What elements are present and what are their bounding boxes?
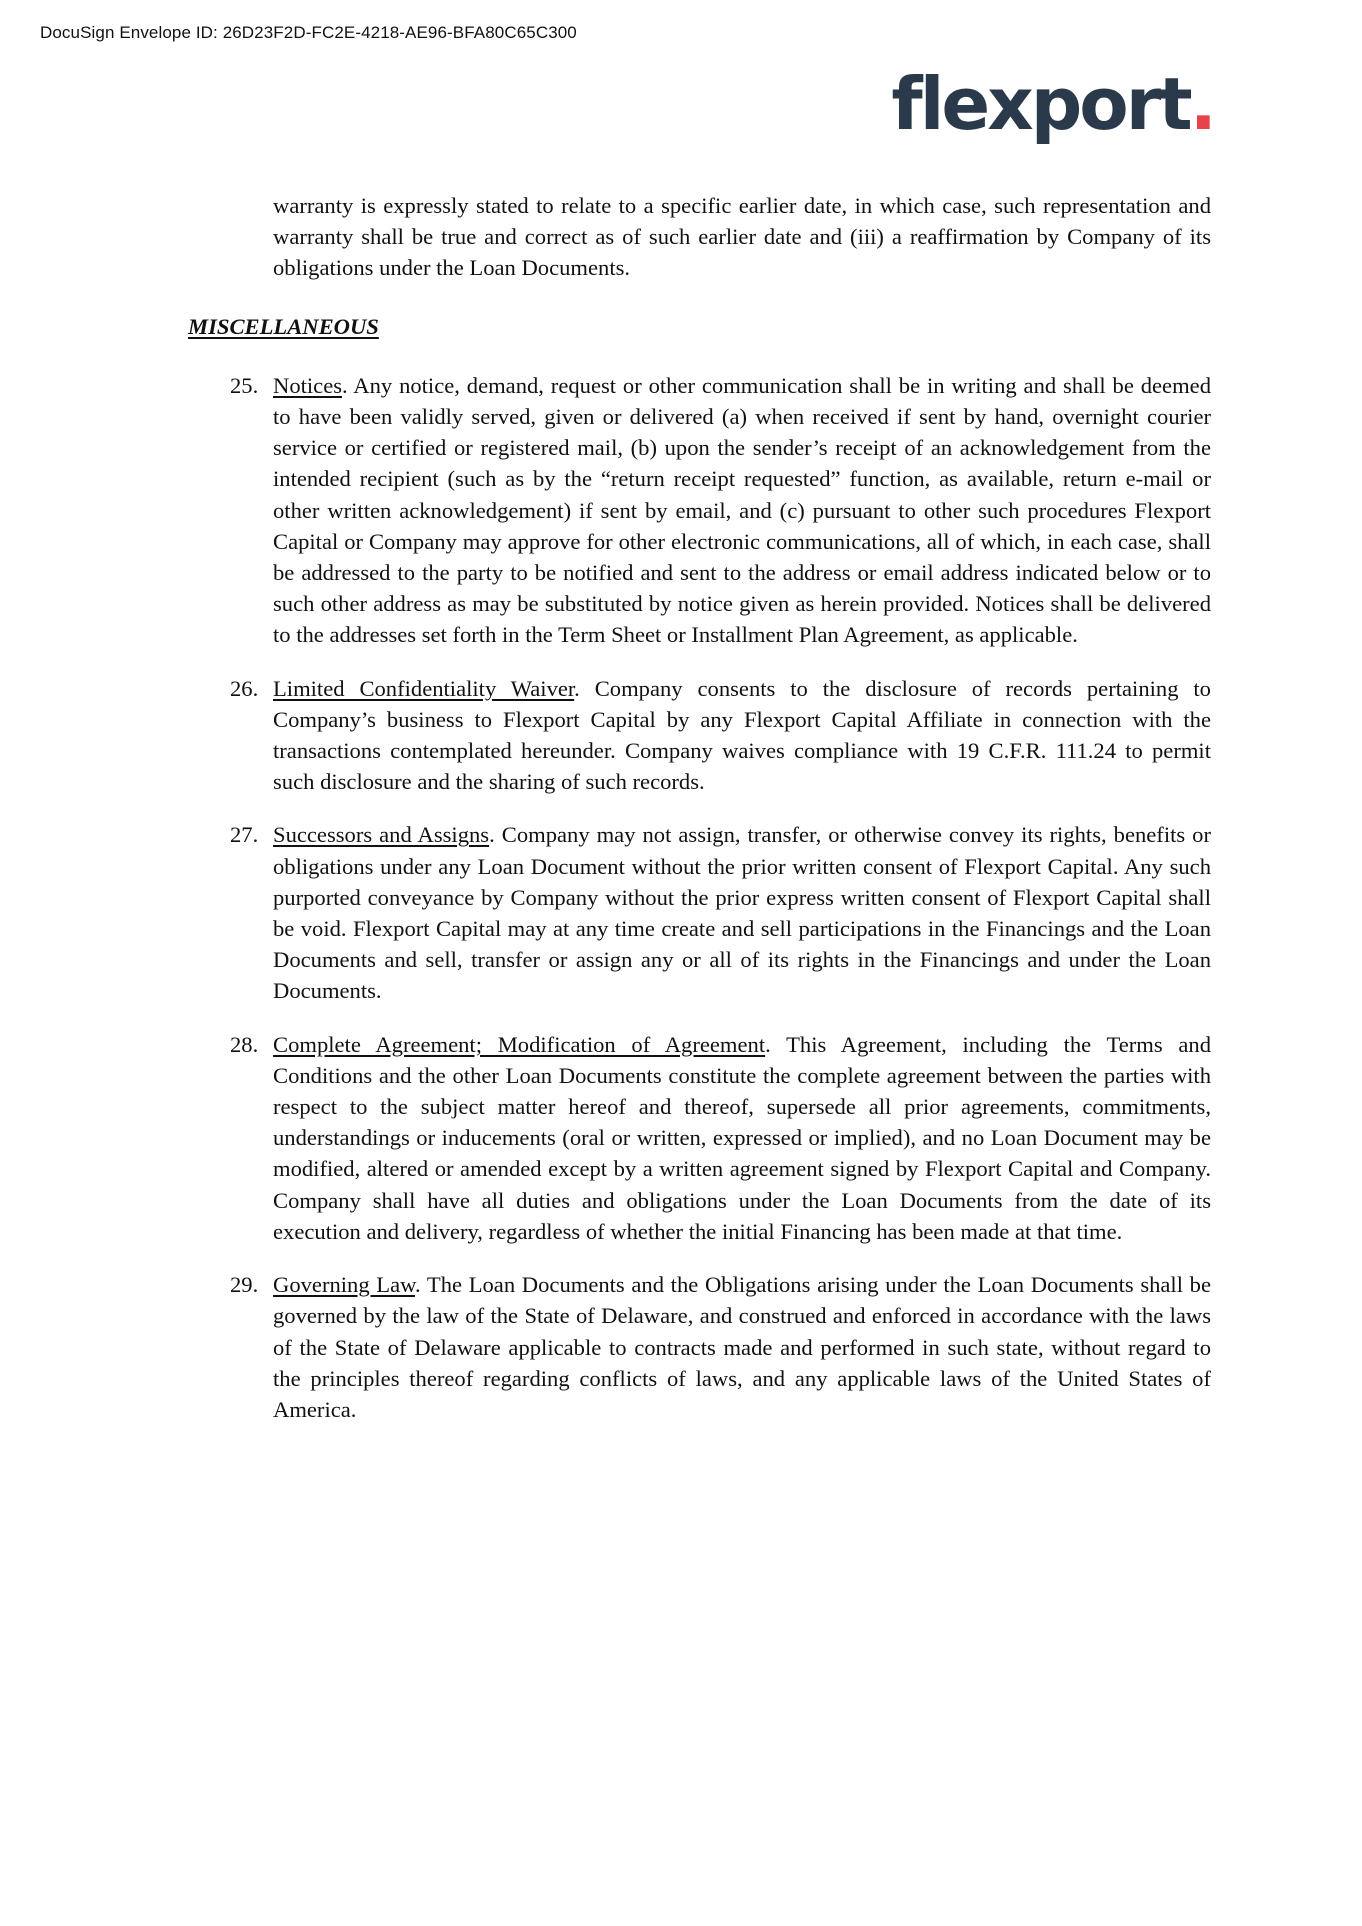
section-heading: MISCELLANEOUS (188, 313, 379, 339)
clause-title: Complete Agreement; Modification of Agreement (273, 1031, 766, 1057)
clause-title: Governing Law (273, 1272, 415, 1298)
clause-separator: . (765, 1031, 787, 1057)
logo-wordmark: flexport (891, 62, 1190, 146)
logo-dot: . (1189, 62, 1214, 146)
clause-26 (188, 673, 1211, 798)
clause-body: The Loan Documents and the Obligations arising under the Loan Documents shall be governed by the law of the State of Delaware, and construed and enforced in accordance with the laws of the State of Delaware applicable to contracts made and performed in such state, without regard to the principles thereof regarding conflicts of laws, and any applicable laws of the United States of America. (273, 1272, 1211, 1422)
clause-separator: . (342, 372, 354, 398)
docusign-envelope-id: DocuSign Envelope ID: 26D23F2D-FC2E-4218-AE96-BFA80C65C300 (40, 23, 577, 42)
clause-body: Any notice, demand, request or other communication shall be in writing and shall be deemed to have been validly served, given or delivered (a) when received if sent by hand, overnight courier service or certified or registered mail, (b) upon the sender’s receipt of an acknowledgement from the intended recipient (such as by the “return receipt requested” function, as available, return e-mail or other written acknowledgement) if sent by email, and (c) pursuant to other such procedures Flexport Capital or Company may approve for other electronic communications, all of which, in each case, shall be addressed to the party to be notified and sent to the address or email address indicated below or to such other address as may be substituted by notice given as herein provided. Notices shall be delivered to the addresses set forth in the Term Sheet or Installment Plan Agreement, as applicable. (273, 372, 1211, 648)
clause-title: Notices (273, 372, 343, 398)
document-body (188, 190, 1211, 1447)
clause-title: Limited Confidentiality Waiver (273, 675, 575, 701)
continuation-paragraph: warranty is expressly stated to relate to a specific earlier date, in which case, such representation and warranty shall be true and correct as of such earlier date and (iii) a reaffirmation by Company of its obligations under the Loan Documents. (273, 193, 1211, 281)
clause-number: 29. (230, 1272, 259, 1298)
clause-separator: . (489, 822, 502, 848)
clause-text (273, 819, 1211, 1006)
clause-text (273, 1269, 1211, 1425)
clause-number: 28. (230, 1031, 259, 1057)
clause-27 (188, 819, 1211, 1006)
clause-28 (188, 1029, 1211, 1247)
clause-text (273, 673, 1211, 798)
clause-29 (188, 1269, 1211, 1425)
clause-text (273, 1029, 1211, 1247)
clause-text (273, 370, 1211, 651)
clause-body: Company consents to the disclosure of records pertaining to Company’s business to Flexport Capital by any Flexport Capital Affiliate in connection with the transactions contemplated hereunder. Company waives compliance with 19 C.F.R. 111.24 to permit such disclosure and the sharing of such records. (273, 675, 1211, 795)
clause-number: 27. (230, 822, 259, 848)
clause-title: Successors and Assigns (273, 822, 490, 848)
clause-body: Company may not assign, transfer, or otherwise convey its rights, benefits or obligations under any Loan Document without the prior written consent of Flexport Capital. Any such purported conveyance by Company without the prior express written consent of Flexport Capital shall be void. Flexport Capital may at any time create and sell participations in the Financings and the Loan Documents and sell, transfer or assign any or all of its rights in the Financings and under the Loan Documents. (273, 822, 1211, 1004)
clause-25 (188, 370, 1211, 651)
clause-number: 26. (230, 675, 259, 701)
clause-number: 25. (230, 372, 259, 398)
clause-separator: . (414, 1272, 427, 1298)
clause-separator: . (574, 675, 595, 701)
flexport-logo (891, 62, 1214, 146)
clause-body: This Agreement, including the Terms and Conditions and the other Loan Documents constitute the complete agreement between the parties with respect to the subject matter hereof and thereof, supersede all prior agreements, commitments, understandings or inducements (oral or written, expressed or implied), and no Loan Document may be modified, altered or amended except by a written agreement signed by Flexport Capital and Company. Company shall have all duties and obligations under the Loan Documents from the date of its execution and delivery, regardless of whether the initial Financing has been made at that time. (273, 1031, 1212, 1244)
